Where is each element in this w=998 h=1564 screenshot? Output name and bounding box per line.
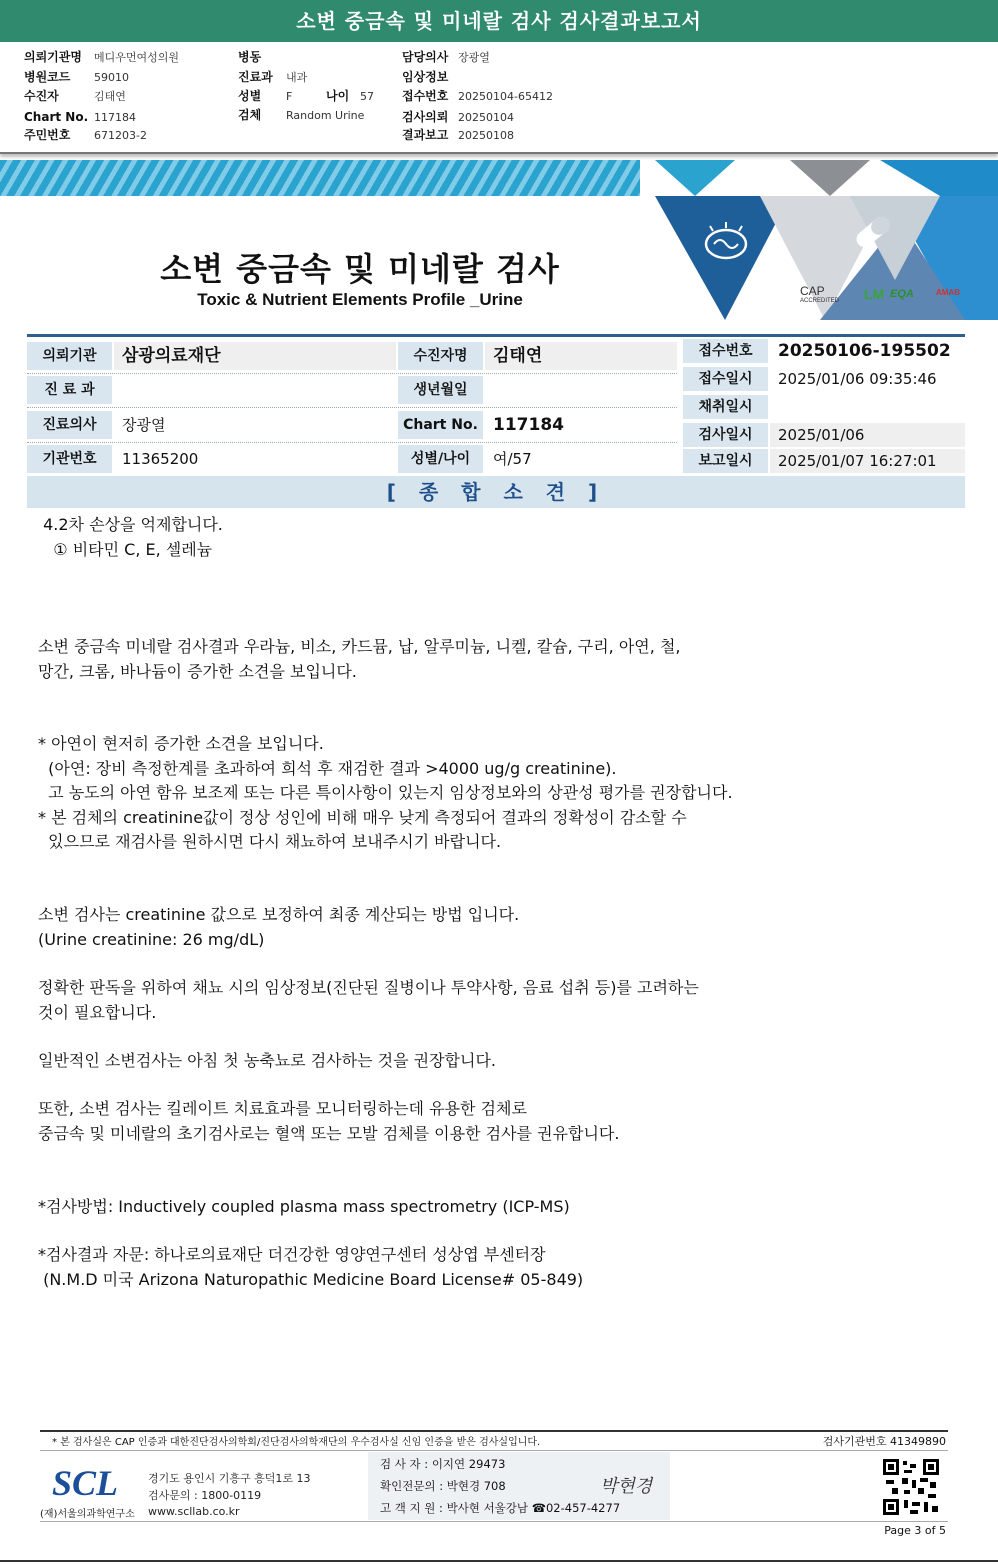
summary-paragraph: 소변 검사는 creatinine 값으로 보정하여 최종 계산되는 방법 입니다. (Urine creatinine: 26 mg/dL) — [38, 905, 520, 949]
hdr-value: F — [286, 90, 293, 103]
hdr-label: 검체 — [238, 108, 262, 122]
qr-code-icon — [882, 1458, 940, 1516]
hdr-label: 병원코드 — [24, 70, 71, 84]
summary-paragraph: 정확한 판독을 위하여 채뇨 시의 임상정보(진단된 질병이나 투약사항, 음료 섭취 등)를 고려하는 것이 필요합니다. — [38, 978, 699, 1022]
value-patient: 김태연 — [485, 342, 677, 370]
label-inst-no: 기관번호 — [27, 445, 112, 473]
hdr-label: 주민번호 — [24, 128, 71, 142]
label-birth: 생년월일 — [398, 376, 483, 404]
patient-info-grid — [27, 334, 965, 474]
value-inst-no: 11365200 — [114, 445, 396, 473]
capsule-icon — [848, 212, 898, 252]
value-doctor: 장광열 — [114, 411, 396, 439]
cap-logo-sub: ACCREDITED — [800, 298, 840, 304]
consultant: *검사결과 자문: 하나로의료재단 더건강한 영양연구센터 성상엽 부센터장 (N.M.D 미국 Arizona Naturopathic Medicine Board License# 05-849) — [38, 1245, 584, 1289]
cap-logo — [800, 284, 839, 304]
value-collect — [770, 395, 965, 419]
summary-paragraph: 소변 중금속 미네랄 검사결과 우라늄, 비소, 카드뮴, 납, 알루미늄, 니켈, 칼슘, 구리, 아연, 철, 망간, 크롬, 바나듐이 증가한 소견을 보입니다. — [38, 637, 681, 681]
label-receipt-date: 접수일시 — [683, 367, 768, 391]
summary-paragraph: 또한, 소변 검사는 킬레이트 치료효과를 모니터링하는데 유용한 검체로 중금속 및 미네랄의 초기검사로는 혈액 또는 모발 검체를 이용한 검사를 권유합니다. — [38, 1099, 620, 1143]
website-link[interactable]: www.scllab.co.kr — [148, 1505, 240, 1518]
value-test-date: 2025/01/06 — [770, 423, 965, 447]
customer-support: 고 객 지 원 : 박사현 서울강남 ☎02-457-4277 — [380, 1501, 621, 1515]
hdr-value: 메디우먼여성의원 — [94, 51, 180, 64]
label-sex-age: 성별/나이 — [398, 445, 483, 473]
summary-heading: [ 종 합 소 견 ] — [27, 476, 965, 508]
hdr-value: 671203-2 — [94, 129, 147, 142]
hdr-value: 내과 — [286, 71, 308, 84]
hdr-label: 결과보고 — [402, 128, 449, 142]
accreditation-note: * 본 검사실은 CAP 인증과 대한진단검사의학회/진단검사의학재단의 우수검사실 신임 인증을 받은 검사실입니다. — [52, 1437, 541, 1448]
value-receipt-date: 2025/01/06 09:35:46 — [770, 367, 965, 391]
hdr-label: 진료과 — [238, 70, 273, 84]
label-doctor: 진료의사 — [27, 411, 112, 439]
label-report-date: 보고일시 — [683, 449, 768, 473]
hdr-label: 나이 — [326, 89, 350, 103]
lab-institution-number: 검사기관번호 41349890 — [822, 1435, 946, 1448]
hdr-label: 검사의뢰 — [402, 110, 449, 124]
hdr-value: 장광열 — [458, 51, 490, 64]
hdr-value: 20250108 — [458, 129, 514, 142]
hdr-value: 59010 — [94, 71, 129, 84]
value-sex-age: 여/57 — [485, 445, 677, 473]
hdr-label: 병동 — [238, 50, 262, 64]
page-number: Page 3 of 5 — [884, 1524, 946, 1537]
label-client: 의뢰기관 — [27, 342, 112, 370]
hdr-value: 김태연 — [94, 90, 126, 103]
signature: 박현경 — [600, 1476, 653, 1497]
hdr-value: 117184 — [94, 111, 136, 124]
label-collect: 채취일시 — [683, 395, 768, 419]
report-title-bar: 소변 중금속 및 미네랄 검사 검사결과보고서 — [0, 0, 998, 42]
hdr-value: 57 — [360, 90, 374, 103]
tester: 검 사 자 : 이지연 29473 — [380, 1457, 506, 1471]
patient-summary-header — [0, 42, 998, 154]
address: 경기도 용인시 기흥구 흥덕1로 13 — [148, 1472, 311, 1485]
scl-logo: SCL — [52, 1463, 119, 1503]
test-method: *검사방법: Inductively coupled plasma mass spectrometry (ICP-MS) — [38, 1197, 570, 1216]
value-receipt-no: 20250106-195502 — [770, 339, 965, 363]
hdr-label: 수진자 — [24, 89, 59, 103]
hdr-label: Chart No. — [24, 110, 89, 124]
label-test-date: 검사일시 — [683, 423, 768, 447]
cap-logo-text: CAP — [800, 284, 825, 298]
label-chart: Chart No. — [398, 411, 483, 439]
summary-paragraph: 일반적인 소변검사는 아침 첫 농축뇨로 검사하는 것을 권장합니다. — [38, 1051, 497, 1070]
hdr-value: 20250104 — [458, 111, 514, 124]
value-client: 삼광의료재단 — [114, 342, 396, 370]
hdr-label: 접수번호 — [402, 89, 449, 103]
hdr-label: 성별 — [238, 89, 262, 103]
amab-logo: AMAB — [936, 288, 960, 297]
hdr-label: 담당의사 — [402, 50, 449, 64]
eqa-logo: EQA — [890, 288, 914, 300]
hdr-label: 의뢰기관명 — [24, 50, 82, 64]
label-patient: 수진자명 — [398, 342, 483, 370]
divider — [27, 373, 677, 374]
specialist: 확인전문의 : 박현경 708 — [380, 1479, 506, 1493]
report-banner — [0, 160, 998, 322]
summary-paragraph: * 아연이 현저히 증가한 소견을 보입니다. (아연: 장비 측정한계를 초과하여 희석 후 재검한 결과 >4000 ug/g creatinine). 고 농도의 아연 함유 보조제 또는 다른 특이사항이 있는지 임상정보와의 상관성 평가를 권장합니다. * 본 검체의 creatinine값이 정상 성인에 비해 매우 낮게 측정되어 결과의 정확성이 감소할 수 있으므로 재검사를 원하시면 다시 채뇨하여 보내주시기 바랍니다. — [38, 734, 733, 851]
bottom-divider — [0, 1560, 998, 1562]
label-dept: 진 료 과 — [27, 376, 112, 404]
banner-title: 소변 중금속 및 미네랄 검사 — [160, 250, 560, 288]
label-receipt-no: 접수번호 — [683, 339, 768, 363]
hdr-label: 임상정보 — [402, 70, 449, 84]
value-dept — [114, 376, 396, 404]
phone: 검사문의 : 1800-0119 — [148, 1489, 262, 1502]
lm-logo: LM — [864, 286, 885, 302]
org-name: (재)서울의과학연구소 — [40, 1509, 135, 1520]
footer-divider — [40, 1430, 948, 1432]
divider — [27, 407, 677, 408]
hdr-value: 20250104-65412 — [458, 90, 553, 103]
summary-paragraph: 4.2차 손상을 억제합니다. ① 비타민 C, E, 셀레늄 — [43, 515, 223, 559]
banner-subtitle: Toxic & Nutrient Elements Profile _Urine — [197, 290, 523, 309]
value-birth — [485, 376, 677, 404]
hdr-value: Random Urine — [286, 109, 365, 122]
value-chart: 117184 — [485, 411, 677, 439]
divider — [27, 442, 677, 443]
value-report-date: 2025/01/07 16:27:01 — [770, 449, 965, 473]
